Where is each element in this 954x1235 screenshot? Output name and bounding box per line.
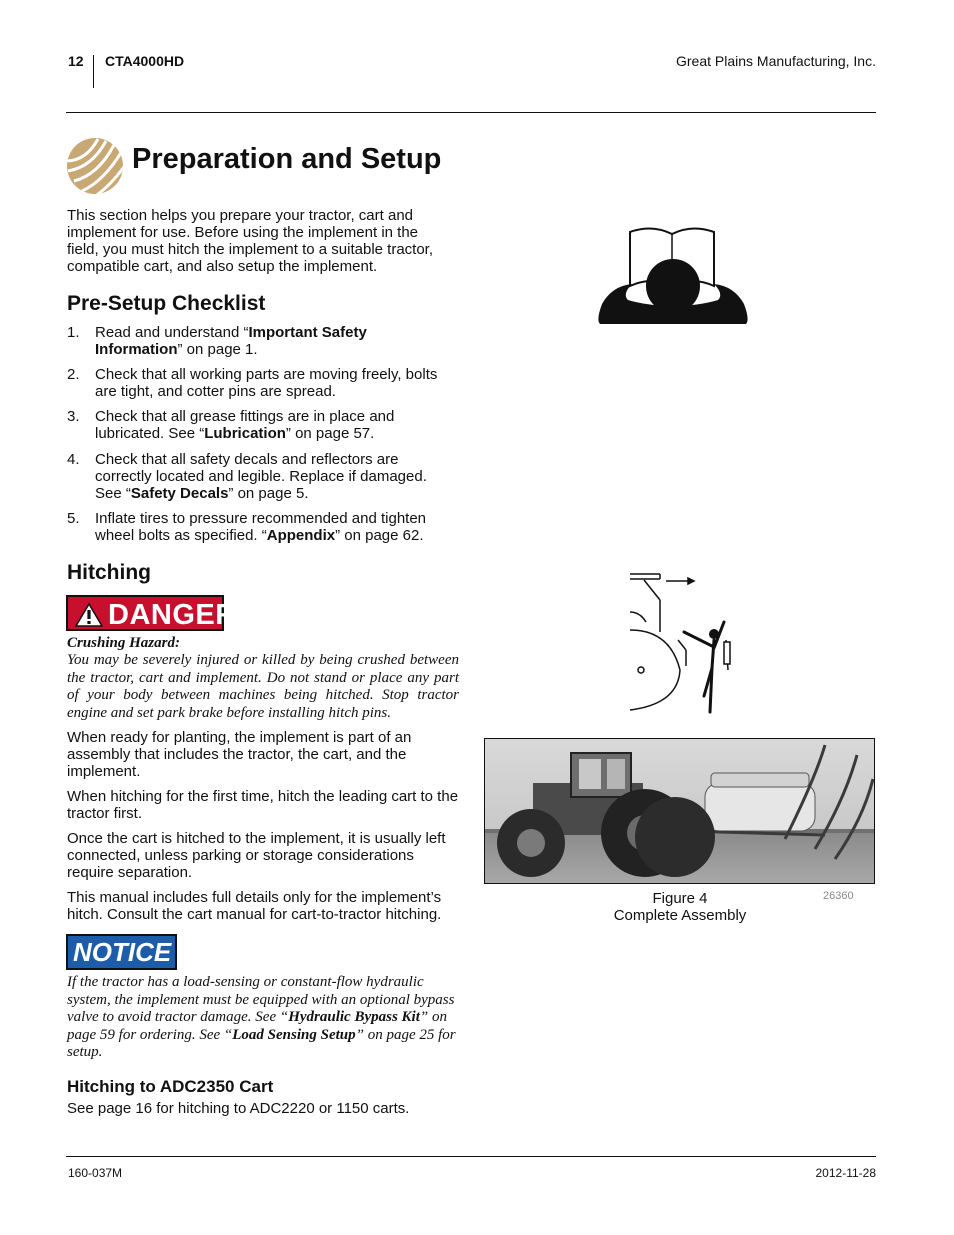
checklist-item: 4. Check that all safety decals and reflectors are correctly located and legible. Replace if damaged. See “Safety Decals” on page 5. bbox=[67, 451, 427, 502]
page-title: Preparation and Setup bbox=[132, 143, 442, 175]
hitching-paragraph: Once the cart is hitched to the implement, it is usually left connected, unless parking or storage considerations require separation. bbox=[67, 830, 446, 881]
hitching-paragraph: When hitching for the first time, hitch the leading cart to the tractor first. bbox=[67, 788, 459, 822]
adc-heading: Hitching to ADC2350 Cart bbox=[67, 1077, 274, 1096]
header-rule bbox=[66, 112, 876, 113]
adc-text: See page 16 for hitching to ADC2220 or 1150 carts. bbox=[67, 1100, 410, 1117]
figure-number: 26360 bbox=[823, 890, 854, 902]
danger-banner bbox=[66, 595, 237, 631]
danger-title: Crushing Hazard: bbox=[67, 635, 180, 651]
document-number: 160-037M bbox=[68, 1166, 123, 1180]
danger-label: DANGER bbox=[108, 599, 237, 631]
intro-paragraph: This section helps you prepare your tractor, cart and implement for use. Before using the implement in the field, you must hitch the implement to a suitable tractor, compatible cart, and also setup the implement. bbox=[67, 207, 434, 275]
checklist-heading: Pre-Setup Checklist bbox=[67, 292, 266, 315]
figure-label: Figure 4 bbox=[652, 890, 708, 907]
assembly-photo bbox=[484, 738, 875, 884]
hitching-paragraph: This manual includes full details only for the implement’s hitch. Consult the cart manual for cart-to-tractor hitching. bbox=[67, 889, 442, 923]
hitching-paragraph: When ready for planting, the implement is part of an assembly that includes the tractor, the cart, and the implement. bbox=[67, 729, 412, 780]
hitching-heading: Hitching bbox=[67, 561, 151, 584]
great-plains-logo-icon bbox=[66, 137, 124, 195]
company-name: Great Plains Manufacturing, Inc. bbox=[676, 53, 876, 69]
footer-rule bbox=[66, 1156, 876, 1157]
danger-text: You may be severely injured or killed by being crushed between the tractor, cart and implement. Do not stand or place any part of your body between machines being hitched. Stop tractor engine and set park brake before installing hitch pins. bbox=[67, 652, 459, 721]
figure-caption bbox=[600, 890, 760, 924]
notice-label: NOTICE bbox=[73, 937, 172, 967]
checklist-item: 2. Check that all working parts are moving freely, bolts are tight, and cotter pins are spread. bbox=[67, 366, 438, 400]
document-date: 2012-11-28 bbox=[815, 1166, 876, 1180]
figure-title: Complete Assembly bbox=[613, 907, 747, 924]
notice-text: If the tractor has a load-sensing or constant-flow hydraulic system, the implement must be equipped with an optional bypass valve to avoid tractor damage. See “Hydraulic Bypass Kit” on page 59 for ordering. See “Load Sensing Setup” on page 25 for setup. bbox=[67, 974, 456, 1060]
model-name: CTA4000HD bbox=[105, 53, 185, 69]
reading-person-icon bbox=[594, 224, 752, 330]
warning-triangle-icon bbox=[75, 603, 103, 627]
checklist-item: 3. Check that all grease fittings are in place and lubricated. See “Lubrication” on page 57. bbox=[67, 408, 395, 442]
hitching-hazard-icon bbox=[626, 570, 746, 714]
notice-banner bbox=[66, 934, 177, 970]
page-number: 12 bbox=[68, 53, 84, 69]
header-divider bbox=[93, 55, 94, 88]
checklist-item: 1. Read and understand “Important Safety Information” on page 1. bbox=[67, 324, 367, 358]
checklist-item: 5. Inflate tires to pressure recommended and tighten wheel bolts as specified. “Appendix” on page 62. bbox=[67, 510, 427, 544]
